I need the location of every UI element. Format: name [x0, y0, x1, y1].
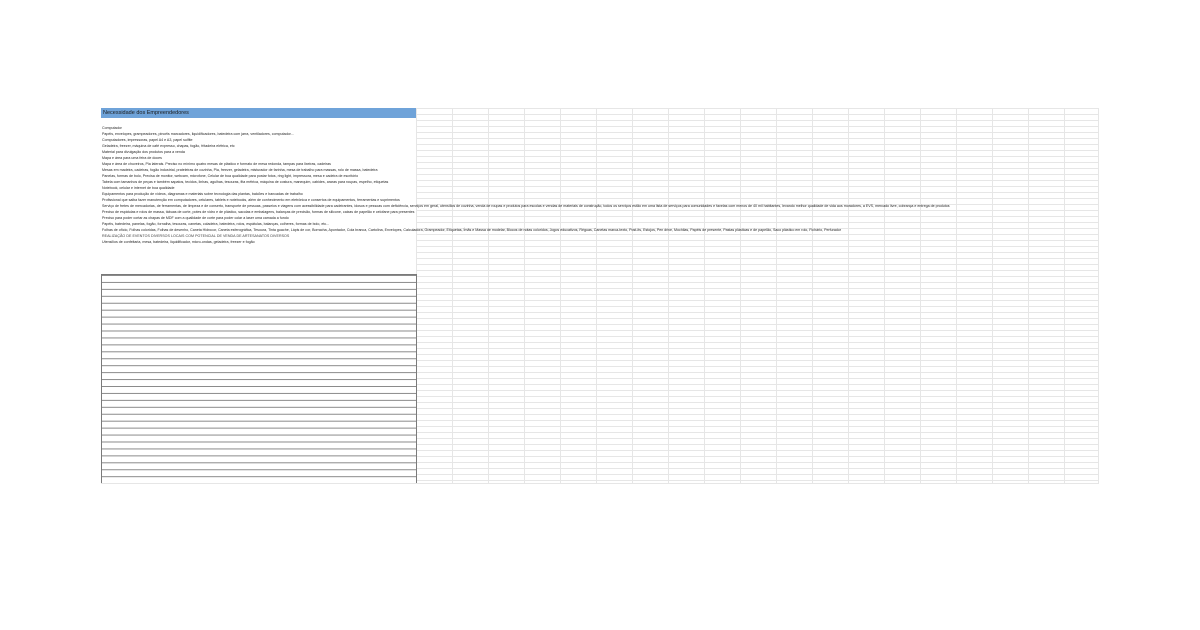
empty-bordered-table[interactable] — [101, 274, 417, 484]
data-row[interactable]: Tabela com tamanhos de peças e também sapatos, tecidos, linhas, agulhas, tesouras, fita métrica, máquina de costura, manequim, cabides, araras para roupas, espelho, etiquetas — [102, 180, 389, 184]
section-header-row[interactable]: REALIZAÇÃO DE EVENTOS DIVERSOS LOCAIS COM POTENCIAL DE VENDA DE ARTESANATOS DIVERSOS — [102, 234, 290, 238]
data-row[interactable]: Serviço de fretes de mercadorias, de ferramentas, de limpeza e de conserto, transporte de pessoas, passeios e viagens com acessibilidade para cadeirantes, idosos e pessoas com deficiência, serviços em geral, utensílios de cozinha, venda de roupas e produtos para escolas e vendas de materiais de construção, todos os serviços estão em uma lista de serviços para comunidades e favelas com menos de 40 mil habitantes, levando melhor qualidade de vida aos moradores, a EVS, mercado livre, cobrança e entrega de produtos — [102, 204, 950, 208]
data-row[interactable]: Mapa e área de chuveiros, Pia laterais. Preciso no mínimo quatro mesas de plástico e formato de mesa redonda, tampas para lixeiras, cadeiras — [102, 162, 331, 166]
data-row[interactable]: Equipamentos para produção de vídeos, diagramas e materiais sobre tecnologia das plantas, balcões e bancadas de trabalho — [102, 192, 303, 196]
data-row[interactable]: Papéis, envelopes, grampeadores, pincéis marcadores, liquidificadores, batedeira com jarra, ventiladores, computador... — [102, 132, 294, 136]
data-rows — [101, 125, 1099, 245]
data-row[interactable]: Mapa e área para uma feira de doces — [102, 156, 162, 160]
data-row[interactable]: Computadores, impressoras, papel A4 e A3, papel sulfite — [102, 138, 193, 142]
data-row[interactable]: Material para divulgação dos produtos para a venda — [102, 150, 185, 154]
data-row[interactable]: Utensílios de confeitaria, mesa, batedeira, liquidificador, micro-ondas, geladeira, freezer e fogão — [102, 240, 255, 244]
data-row[interactable]: Computador — [102, 126, 122, 130]
data-row[interactable]: Panelas, formas de bolo, Precisa de monitor, webcam, microfone, Celular de boa qualidade para postar fotos, ring light, impressora, mesa e cadeira de escritório — [102, 174, 359, 178]
data-row[interactable]: Profissional que saiba fazer manutenção em computadores, celulares, tablets e notebooks, além de conhecimento em eletrônica e consertos de equipamentos, ferramentas e suprimentos — [102, 198, 400, 202]
spreadsheet-grid[interactable] — [101, 108, 1099, 484]
data-row[interactable]: Preciso de espátulas e rolos de massa, tábuas de corte, potes de vidro e de plástico, sacolas e embalagens, balanças de precisão, formas de silicone, caixas de papelão e celofane para presentes — [102, 210, 415, 214]
header-title-cell[interactable]: Necessidade dos Empreendedores — [101, 108, 416, 118]
data-row[interactable]: Papéis, batedeira, panelas, fogão, fornalha, tesouras, canetas, coladeira, batedeira, rolos, espátulas, balanças, colheres, formas de bolo, etc... — [102, 222, 330, 226]
data-row[interactable]: Notebook, celular e internet de boa qualidade — [102, 186, 175, 190]
data-row[interactable]: Mesas em madeira, cadeiras, fogão industrial, prateleiras de cozinha, Pia, freezer, geladeira, misturador de farinha, mesa de trabalho para massas, rolo de massa, batedeira — [102, 168, 378, 172]
data-row[interactable]: Preciso para poder cortar as chapas de MDF com a qualidade de corte para poder colar a laser uma camada a fundo — [102, 216, 289, 220]
data-row[interactable]: Geladeira, freezer, máquina de café expresso, chapas, fogão, fritadeira elétrica, etc — [102, 144, 235, 148]
data-row[interactable]: Folhas de ofício, Folhas coloridas, Folhas de desenho, Caneta Hidrocor, Caneta esferográfica, Tesoura, Tinta guache, Lápis de cor, Borracha, Apontador, Cola branca, Cartolina, Envelopes, Calculadora, Grampeador, Etiquetas, Ímãs e Massa de modelar, Blocos de notas coloridos, Jogos educativos, Réguas, Canetas marca-texto, Post-its, Estojos, Pen drive, Mochilas, Papéis de presente, Pastas plásticas e de papelão, Saco plástico em rolo, Fichário, Perfurador — [102, 228, 842, 232]
